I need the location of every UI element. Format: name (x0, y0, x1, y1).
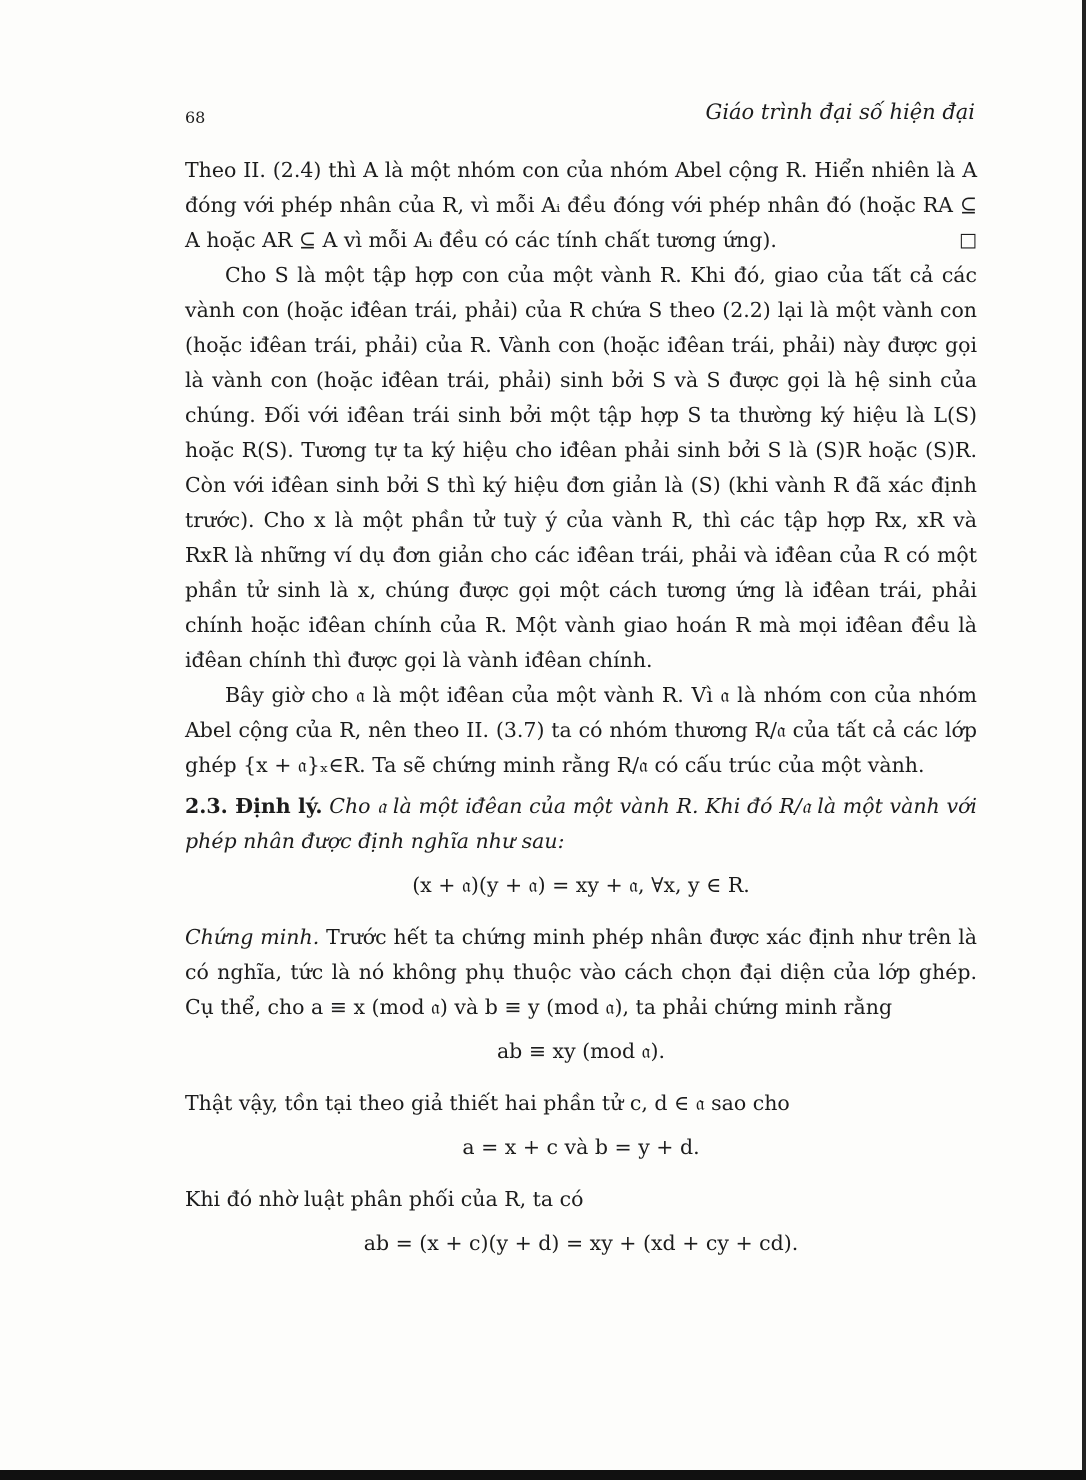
paragraph-2: Cho S là một tập hợp con của một vành R. Khi đó, giao của tất cả các vành con (hoặc iđêan trái, phải) của R chứa S theo (2.2) lại là một vành con (hoặc iđêan trái, phải) của R. Vành con (hoặc iđêan trái, phải) này được gọi là vành con (hoặc iđêan trái, phải) sinh bởi S và S được gọi là hệ sinh của chúng. Đối với iđêan trái sinh bởi một tập hợp S ta thường ký hiệu là L(S) hoặc R(S). Tương tự ta ký hiệu cho iđêan phải sinh bởi S là (S)R hoặc (S)R. Còn với iđêan sinh bởi S thì ký hiệu đơn giản là (S) (khi vành R đã xác định trước). Cho x là một phần tử tuỳ ý của vành R, thì các tập hợp Rx, xR và RxR là những ví dụ đơn giản cho các iđêan trái, phải và iđêan của R có một phần tử sinh là x, chúng được gọi một cách tương ứng là iđêan trái, phải chính hoặc iđêan chính của R. Một vành giao hoán R mà mọi iđêan đều là iđêan chính thì được gọi là vành iđêan chính. (185, 263, 977, 672)
paragraph-1 (185, 153, 977, 258)
theorem-number: 2.3. Định lý. (185, 794, 323, 818)
qed-symbol: □ (959, 229, 977, 251)
equation-distributive: ab = (x + c)(y + d) = xy + (xd + cy + cd). (363, 1231, 799, 1255)
equation-congruence: ab ≡ xy (mod 𝔞). (496, 1039, 666, 1063)
scan-edge-right (1082, 0, 1086, 1480)
theorem-statement: Cho 𝔞 là một iđêan của một vành R. Khi đó R/𝔞 là một vành với phép nhân được định nghĩa như sau: (185, 794, 977, 853)
proof-label: Chứng minh. (185, 925, 320, 949)
paragraph-1-text: Theo II. (2.4) thì A là một nhóm con của nhóm Abel cộng R. Hiển nhiên là A đóng với phép nhân của R, vì mỗi Aᵢ đều đóng với phép nhân đó (hoặc RA ⊆ A hoặc AR ⊆ A vì mỗi Aᵢ đều có các tính chất tương ứng). (185, 158, 977, 252)
page-body (185, 153, 977, 1278)
page-header (185, 100, 975, 132)
equation-coset-product: (x + 𝔞)(y + 𝔞) = xy + 𝔞, ∀x, y ∈ R. (412, 873, 750, 897)
proof-paragraph (185, 920, 977, 1025)
paragraph-5: Khi đó nhờ luật phân phối của R, ta có (185, 1187, 584, 1211)
theorem-2-3 (185, 789, 977, 859)
running-title: Giáo trình đại số hiện đại (705, 100, 975, 124)
paragraph-4: Thật vậy, tồn tại theo giả thiết hai phần tử c, d ∈ 𝔞 sao cho (185, 1091, 790, 1115)
page-number: 68 (185, 108, 206, 127)
paragraph-3: Bây giờ cho 𝔞 là một iđêan của một vành R. Vì 𝔞 là nhóm con của nhóm Abel cộng của R, nên theo II. (3.7) ta có nhóm thương R/𝔞 của tất cả các lớp ghép {x + 𝔞}ₓ∈R. Ta sẽ chứng minh rằng R/𝔞 có cấu trúc của một vành. (185, 683, 977, 777)
proof-text: Trước hết ta chứng minh phép nhân được xác định như trên là có nghĩa, tức là nó không phụ thuộc vào cách chọn đại diện của lớp ghép. Cụ thể, cho a ≡ x (mod 𝔞) và b ≡ y (mod 𝔞), ta phải chứng minh rằng (185, 925, 977, 1019)
equation-representatives: a = x + c và b = y + d. (462, 1135, 700, 1159)
scan-edge-bottom (0, 1470, 1086, 1480)
